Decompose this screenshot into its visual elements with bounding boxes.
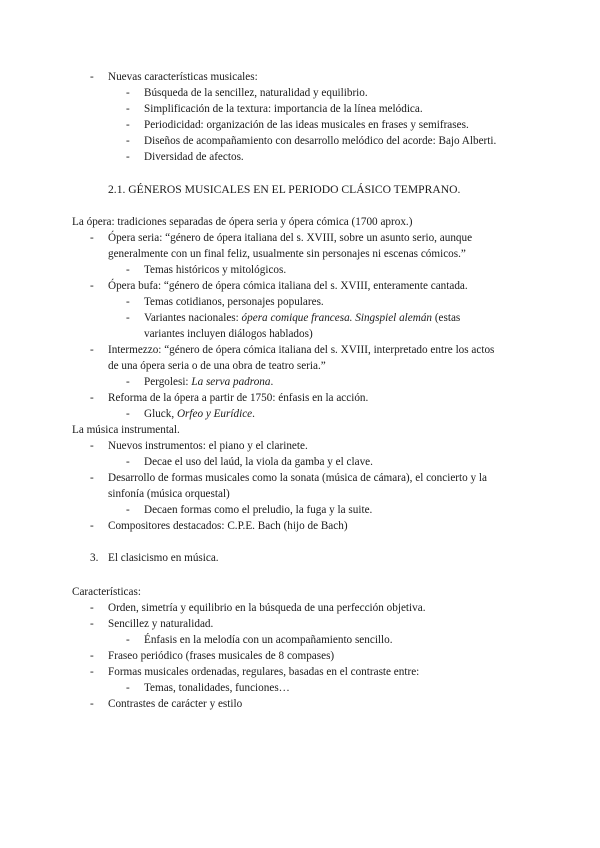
sub-list-item: Periodicidad: organización de las ideas musicales en frases y semifrases. — [144, 119, 469, 131]
bullet-dash: - — [90, 392, 94, 404]
list-item-continuation: sinfonía (música orquestal) — [108, 488, 230, 500]
list-item: Fraseo periódico (frases musicales de 8 compases) — [108, 650, 335, 662]
bullet-dash: - — [126, 87, 130, 99]
bullet-dash: - — [90, 650, 94, 662]
list-item: Contrastes de carácter y estilo — [108, 698, 243, 710]
bullet-dash: - — [126, 682, 130, 694]
sub-list-item: Simplificación de la textura: importancia de la línea melódica. — [144, 103, 423, 115]
bullet-dash: - — [126, 103, 130, 115]
sub-list-item: Diseños de acompañamiento con desarrollo melódico del acorde: Bajo Alberti. — [144, 135, 497, 147]
sub-list-item-continuation: variantes incluyen diálogos hablados) — [144, 328, 313, 340]
section-heading: 2.1. GÉNEROS MUSICALES EN EL PERIODO CLÁSICO TEMPRANO. — [108, 183, 461, 196]
bullet-dash: - — [90, 698, 94, 710]
list-item: Orden, simetría y equilibrio en la búsqueda de una perfección objetiva. — [108, 602, 426, 614]
bullet-dash: - — [126, 376, 130, 388]
list-item: Nuevos instrumentos: el piano y el clarinete. — [108, 440, 308, 452]
bullet-dash: - — [90, 602, 94, 614]
list-item: Compositores destacados: C.P.E. Bach (hijo de Bach) — [108, 520, 348, 532]
sub-list-item: Búsqueda de la sencillez, naturalidad y equilibrio. — [144, 87, 368, 99]
list-item: Sencillez y naturalidad. — [108, 618, 214, 630]
sub-list-item: Énfasis en la melodía con un acompañamiento sencillo. — [144, 634, 393, 646]
bullet-dash: - — [126, 408, 130, 420]
sub-list-item — [144, 375, 273, 390]
text-run: Variantes nacionales: — [144, 312, 242, 324]
bullet-dash: - — [126, 151, 130, 163]
list-item: Intermezzo: “género de ópera cómica italiana del s. XVIII, interpretado entre los actos — [108, 344, 495, 356]
italic-text: ópera comique francesa. Singspiel alemán — [241, 312, 433, 324]
paragraph-intro: La música instrumental. — [72, 424, 180, 436]
bullet-dash: - — [90, 440, 94, 452]
sub-list-item: Temas, tonalidades, funciones… — [144, 682, 290, 694]
paragraph-intro: Características: — [72, 586, 141, 598]
bullet-dash: - — [90, 71, 94, 83]
bullet-dash: - — [90, 618, 94, 630]
bullet-dash: - — [90, 280, 94, 292]
bullet-dash: - — [90, 472, 94, 484]
sub-list-item: Diversidad de afectos. — [144, 151, 244, 163]
bullet-dash: - — [126, 264, 130, 276]
paragraph-intro: La ópera: tradiciones separadas de ópera seria y ópera cómica (1700 aprox.) — [72, 216, 413, 228]
list-item: Ópera seria: “género de ópera italiana del s. XVIII, sobre un asunto serio, aunque — [108, 232, 473, 244]
italic-text: La serva padrona — [191, 376, 271, 388]
section-title: El clasicismo en música. — [108, 552, 219, 564]
bullet-dash: - — [126, 456, 130, 468]
bullet-dash: - — [126, 504, 130, 516]
text-run: Gluck, — [144, 408, 177, 420]
list-item: Reforma de la ópera a partir de 1750: énfasis en la acción. — [108, 392, 369, 404]
bullet-dash: - — [90, 520, 94, 532]
bullet-dash: - — [90, 666, 94, 678]
sub-list-item — [144, 311, 460, 326]
list-item-continuation: de una ópera seria o de una obra de teatro seria.” — [108, 360, 326, 372]
bullet-dash: - — [126, 135, 130, 147]
list-item: Formas musicales ordenadas, regulares, basadas en el contraste entre: — [108, 666, 420, 678]
bullet-dash: - — [126, 634, 130, 646]
italic-text: Orfeo y Eurídice — [176, 408, 253, 420]
list-item: Ópera bufa: “género de ópera cómica italiana del s. XVIII, enteramente cantada. — [108, 280, 468, 292]
text-run: . — [270, 376, 274, 388]
list-item: Nuevas características musicales: — [108, 71, 258, 83]
text-run: . — [252, 408, 255, 420]
sub-list-item: Temas históricos y mitológicos. — [144, 264, 287, 276]
bullet-dash: - — [126, 119, 130, 131]
sub-list-item: Decae el uso del laúd, la viola da gamba y el clave. — [144, 456, 373, 468]
sub-list-item: Decaen formas como el preludio, la fuga y la suite. — [144, 504, 373, 516]
section-number: 3. — [90, 552, 99, 564]
text-run: Pergolesi: — [144, 376, 192, 388]
bullet-dash: - — [126, 296, 130, 308]
list-item-continuation: generalmente con un final feliz, usualmente sin personajes ni escenas cómicos.” — [108, 248, 466, 260]
bullet-dash: - — [90, 344, 94, 356]
bullet-dash: - — [90, 232, 94, 244]
text-run: (estas — [432, 312, 461, 324]
sub-list-item — [144, 407, 255, 422]
list-item: Desarrollo de formas musicales como la sonata (música de cámara), el concierto y la — [108, 472, 487, 484]
sub-list-item: Temas cotidianos, personajes populares. — [144, 296, 324, 308]
bullet-dash: - — [126, 312, 130, 324]
